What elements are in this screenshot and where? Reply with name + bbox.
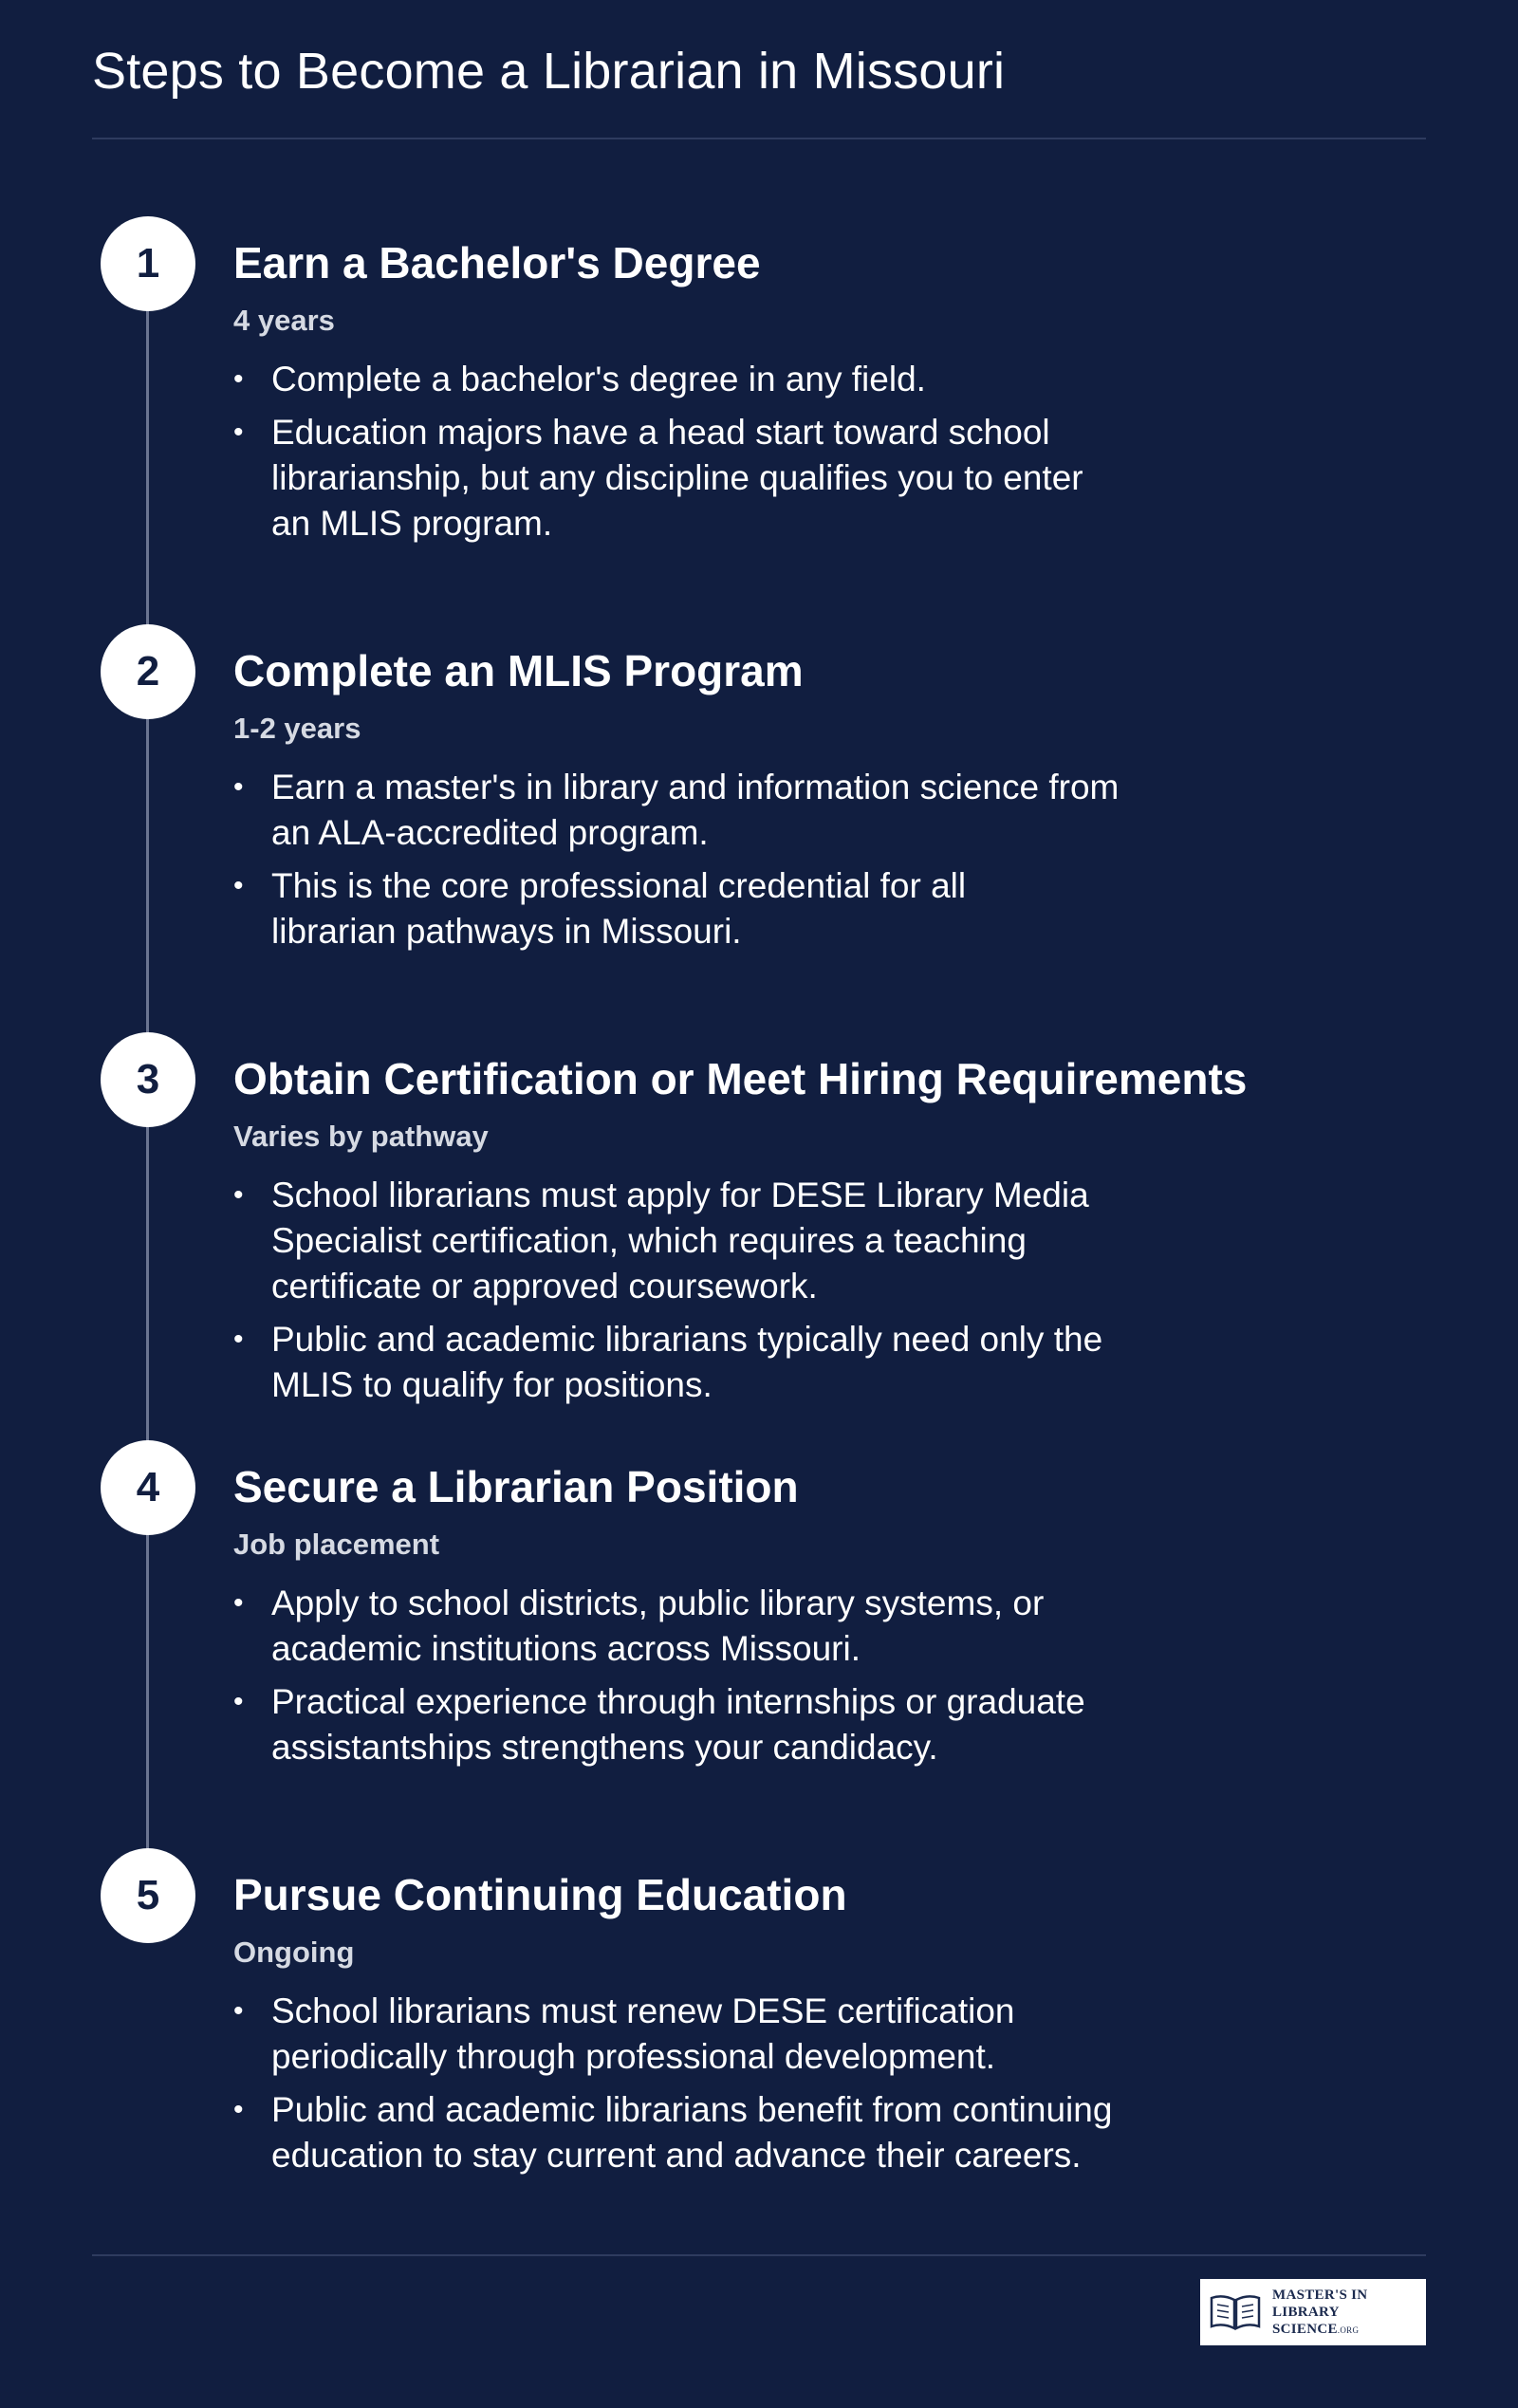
step-bullet: • Apply to school districts, public library systems, or academic institutions across Missouri. — [233, 1581, 1125, 1672]
step-bullet: • This is the core professional credential for all librarian pathways in Missouri. — [233, 863, 1068, 954]
logo-line-2: LIBRARY SCIENCE.ORG — [1272, 2304, 1360, 2337]
step-title: Complete an MLIS Program — [233, 646, 804, 695]
step-number-badge: 3 — [101, 1032, 195, 1127]
step-bullet-list — [233, 1173, 1182, 1416]
step-duration: Ongoing — [233, 1936, 355, 1969]
step-bullet-list — [233, 1989, 1182, 2186]
step-bullet: • School librarians must renew DESE certification periodically through professional development. — [233, 1989, 1106, 2080]
logo-line-1: MASTER'S IN — [1272, 2287, 1368, 2303]
open-book-icon — [1208, 2292, 1263, 2332]
step-bullet-list — [233, 1581, 1182, 1778]
step-duration: 1-2 years — [233, 712, 361, 745]
top-divider — [92, 138, 1426, 139]
step-bullet-list — [233, 357, 1182, 554]
site-logo[interactable] — [1200, 2279, 1426, 2345]
step-number-badge: 4 — [101, 1440, 195, 1535]
logo-wordmark — [1272, 2287, 1418, 2339]
step-duration: Job placement — [233, 1528, 440, 1561]
step-title: Pursue Continuing Education — [233, 1870, 847, 1919]
step-number-badge: 1 — [101, 216, 195, 311]
step-title: Earn a Bachelor's Degree — [233, 238, 761, 287]
step-bullet: • Public and academic librarians benefit from continuing education to stay current and advance their careers. — [233, 2087, 1201, 2178]
step-bullet: • School librarians must apply for DESE Library Media Specialist certification, which requires a teaching certificate or approved coursework. — [233, 1173, 1154, 1309]
step-bullet: • Earn a master's in library and information science from an ALA-accredited program. — [233, 765, 1163, 856]
step-number-badge: 5 — [101, 1848, 195, 1943]
step-bullet: • Practical experience through internships or graduate assistantships strengthens your candidacy. — [233, 1679, 1163, 1770]
step-bullet: • Complete a bachelor's degree in any field. — [233, 357, 1182, 402]
step-bullet: • Public and academic librarians typically need only the MLIS to qualify for positions. — [233, 1317, 1182, 1408]
page-title: Steps to Become a Librarian in Missouri — [92, 43, 1006, 100]
step-duration: 4 years — [233, 304, 335, 337]
step-bullet: • Education majors have a head start toward school librarianship, but any discipline qualifies you to enter an MLIS program. — [233, 410, 1097, 546]
step-bullet-list — [233, 765, 1182, 962]
step-number-badge: 2 — [101, 624, 195, 719]
bottom-divider — [92, 2254, 1426, 2256]
step-duration: Varies by pathway — [233, 1120, 489, 1153]
step-title: Obtain Certification or Meet Hiring Requirements — [233, 1054, 1248, 1103]
step-title: Secure a Librarian Position — [233, 1462, 799, 1511]
